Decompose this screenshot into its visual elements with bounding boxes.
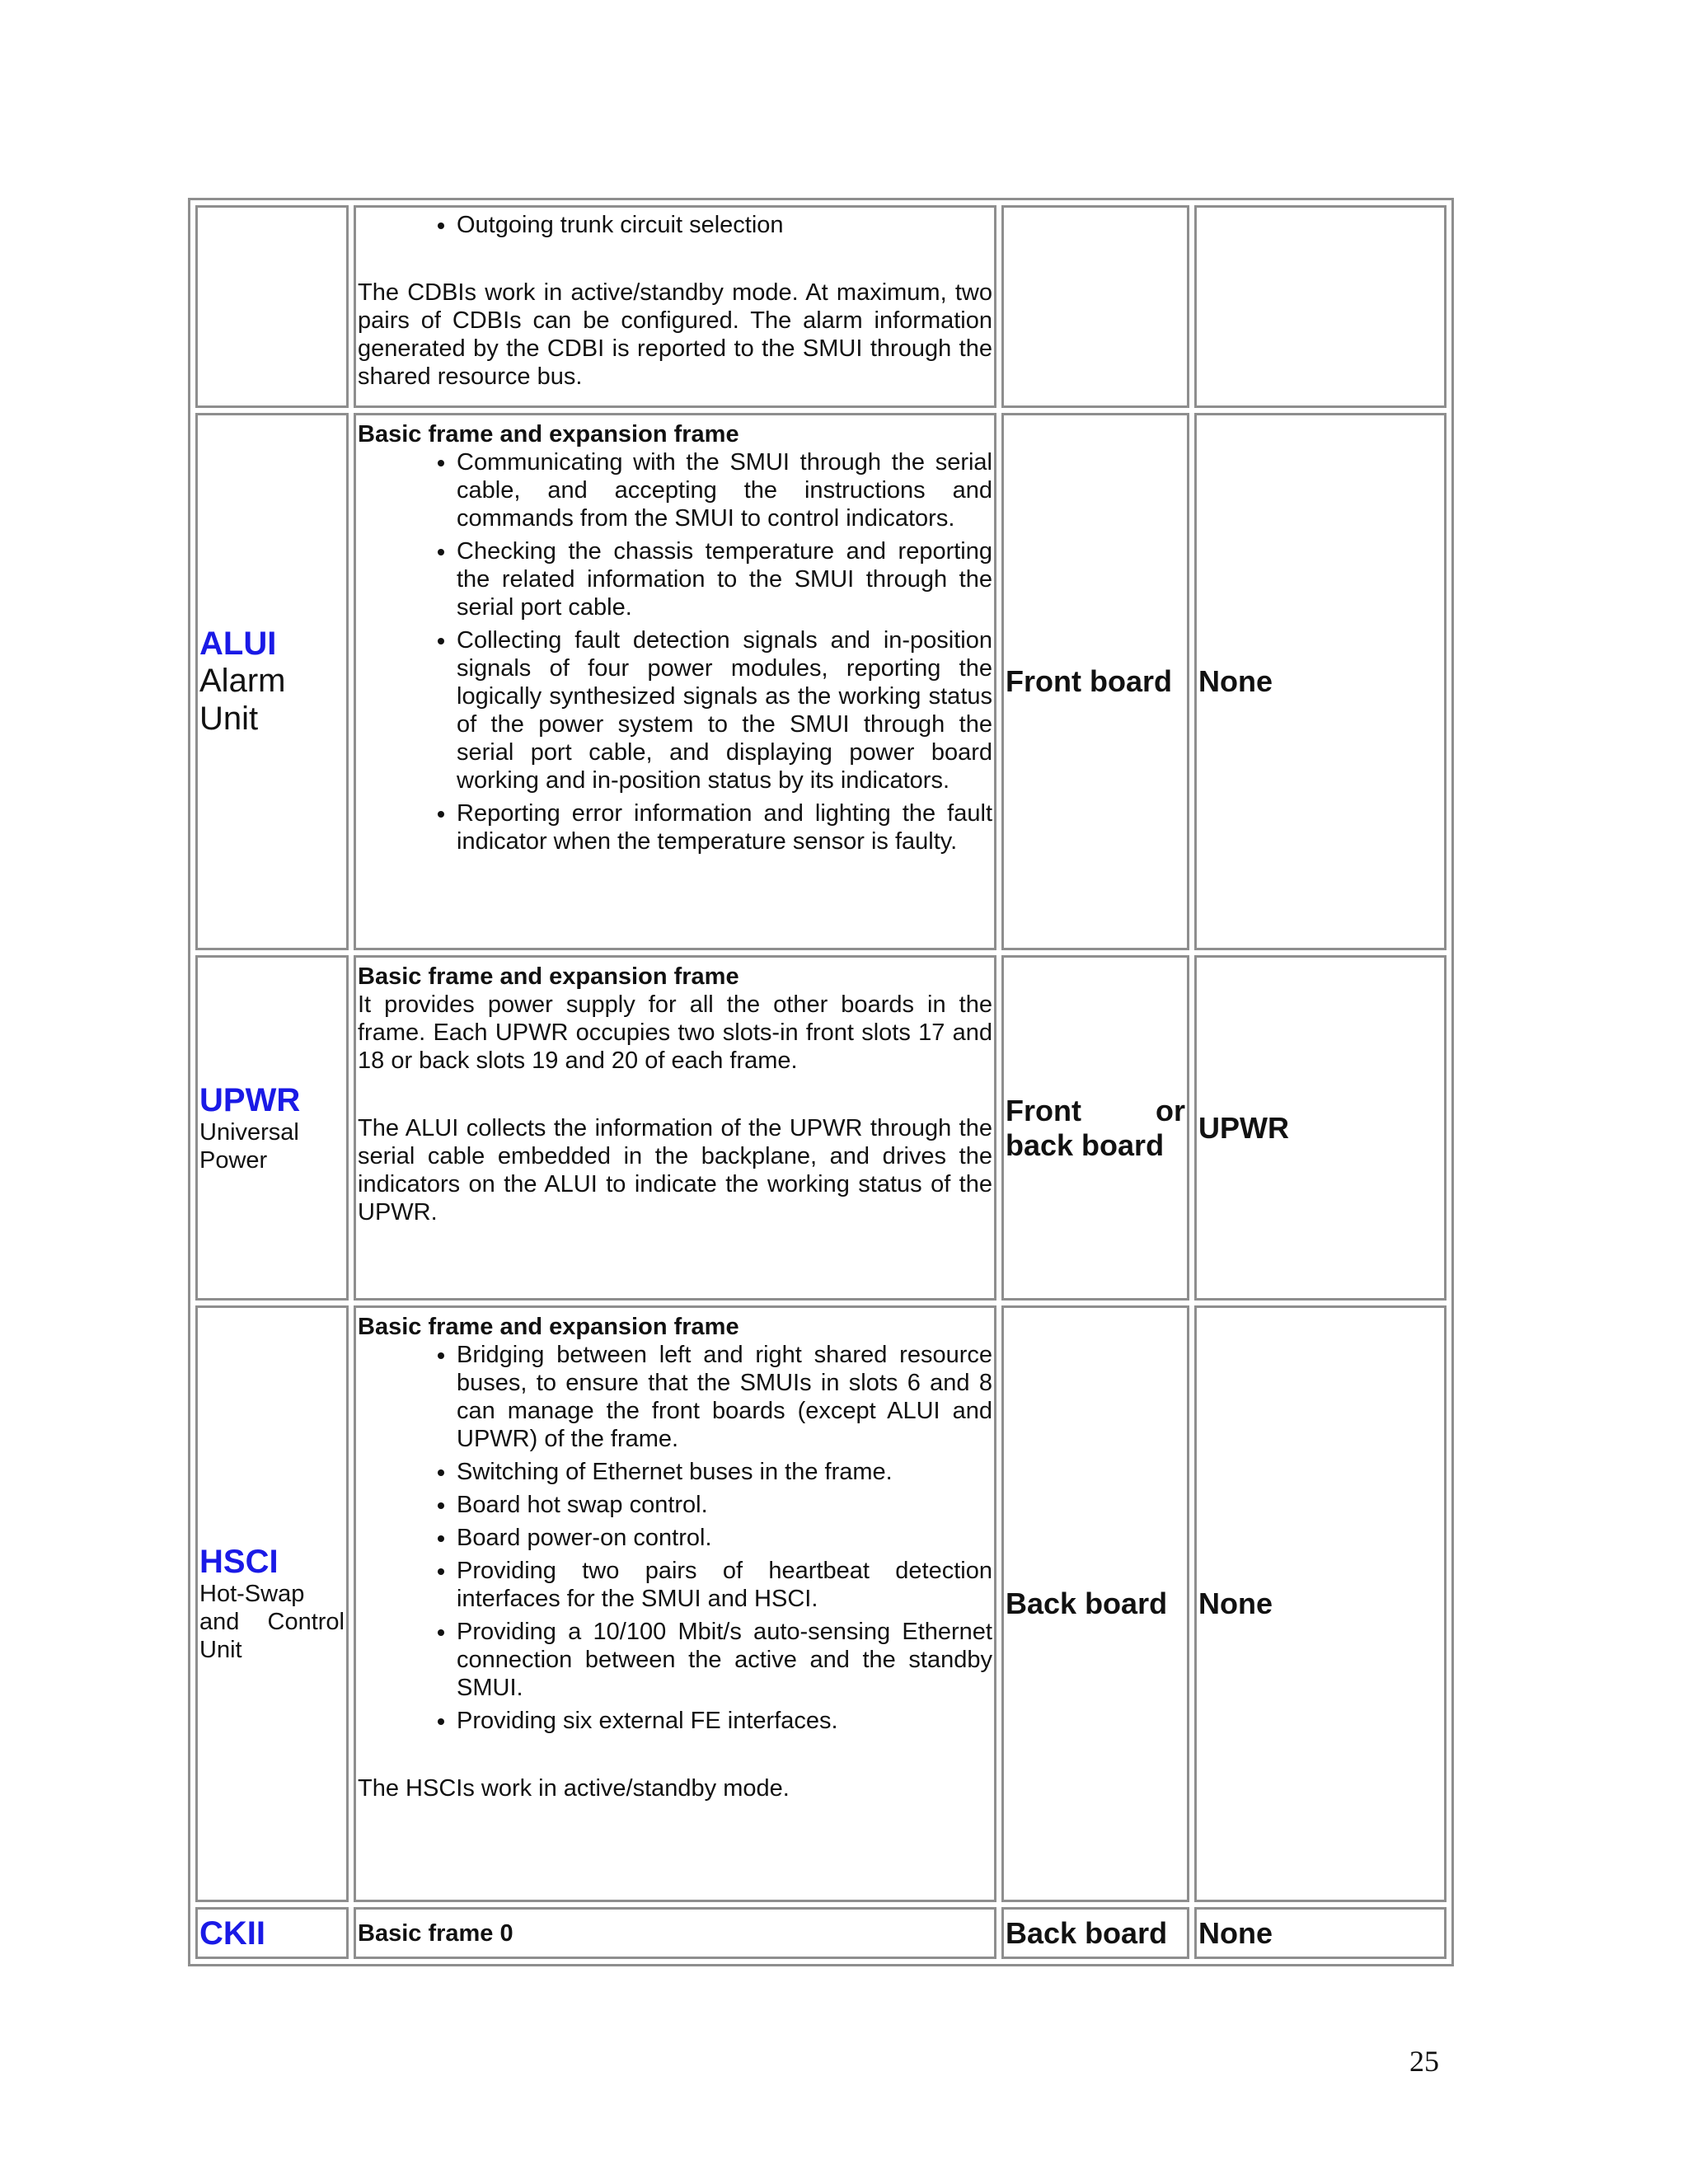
table-row — [195, 205, 1447, 408]
position-cell: Front board — [1001, 413, 1189, 950]
list-item: • Checking the chassis temperature and reporting the related information to the SMUI through the serial port cable. — [457, 537, 992, 621]
board-full-name: Hot-Swap and Control Unit — [199, 1581, 345, 1663]
description-paragraph: The HSCIs work in active/standby mode. — [358, 1775, 790, 1802]
board-name: HSCI — [199, 1544, 279, 1580]
interface-cell: None — [1194, 413, 1447, 950]
interface-cell: None — [1194, 1305, 1447, 1902]
list-item: • Switching of Ethernet buses in the frame. — [457, 1458, 992, 1486]
list-item: • Communicating with the SMUI through the serial cable, and accepting the instructions and commands from the SMUI to control indicators. — [457, 448, 992, 532]
table-row — [195, 1907, 1447, 1959]
description-paragraph: The CDBIs work in active/standby mode. At maximum, two pairs of CDBIs can be configured. The alarm information generated by the CDBI is reported to the SMUI through the shared resource bus. — [358, 279, 992, 390]
board-full-name: Universal Power — [199, 1118, 299, 1174]
board-name: ALUI — [199, 626, 277, 662]
frame-subtitle: Basic frame and expansion frame — [358, 1314, 739, 1340]
description-cell — [354, 205, 996, 408]
table-row — [195, 955, 1447, 1301]
bullet-list — [358, 211, 992, 239]
position-cell: Back board — [1001, 1907, 1189, 1959]
position-cell: Front or back board — [1001, 955, 1189, 1301]
interface-cell: UPWR — [1194, 955, 1447, 1301]
description-cell — [354, 1907, 996, 1959]
list-item: • Board hot swap control. — [457, 1491, 992, 1519]
list-item: • Board power-on control. — [457, 1524, 992, 1552]
description-paragraph: The ALUI collects the information of the UPWR through the serial cable embedded in the backplane, and drives the indicators on the ALUI to indicate the working status of the UPWR. — [358, 1115, 992, 1226]
bullet-list — [358, 448, 992, 855]
frame-subtitle: Basic frame 0 — [358, 1919, 513, 1947]
frame-subtitle: Basic frame and expansion frame — [358, 963, 739, 990]
list-item: • Providing two pairs of heartbeat detection interfaces for the SMUI and HSCI. — [457, 1557, 992, 1613]
interface-cell — [1194, 205, 1447, 408]
board-name: CKII — [199, 1915, 265, 1952]
board-cell — [195, 205, 349, 408]
description-cell — [354, 413, 996, 950]
page-number: 25 — [1409, 2045, 1439, 2078]
list-item: • Providing six external FE interfaces. — [457, 1707, 992, 1735]
position-cell — [1001, 205, 1189, 408]
board-full-name: Alarm Unit — [199, 663, 286, 737]
position-cell: Back board — [1001, 1305, 1189, 1902]
board-cell — [195, 413, 349, 950]
description-cell — [354, 955, 996, 1301]
board-cell — [195, 1305, 349, 1902]
list-item: • Reporting error information and lighting the fault indicator when the temperature sensor is faulty. — [457, 799, 992, 855]
list-item: • Providing a 10/100 Mbit/s auto-sensing Ethernet connection between the active and the standby SMUI. — [457, 1618, 992, 1702]
board-cell — [195, 1907, 349, 1959]
list-item: • Bridging between left and right shared resource buses, to ensure that the SMUIs in slots 6 and 8 can manage the front boards (except ALUI and UPWR) of the frame. — [457, 1341, 992, 1453]
list-item: • Outgoing trunk circuit selection — [457, 211, 992, 239]
list-item: • Collecting fault detection signals and in-position signals of four power modules, reporting the logically synthesized signals as the working status of the power system to the SMUI through the serial port cable, and displaying power board working and in-position status by its indicators. — [457, 626, 992, 794]
description-cell — [354, 1305, 996, 1902]
description-paragraph: It provides power supply for all the other boards in the frame. Each UPWR occupies two slots-in front slots 17 and 18 or back slots 19 and 20 of each frame. — [358, 991, 992, 1074]
frame-subtitle: Basic frame and expansion frame — [358, 421, 739, 448]
interface-cell: None — [1194, 1907, 1447, 1959]
bullet-list — [358, 1341, 992, 1735]
board-cell — [195, 955, 349, 1301]
table-row — [195, 1305, 1447, 1902]
board-description-table — [188, 198, 1454, 1966]
table-row — [195, 413, 1447, 950]
board-name: UPWR — [199, 1081, 301, 1118]
